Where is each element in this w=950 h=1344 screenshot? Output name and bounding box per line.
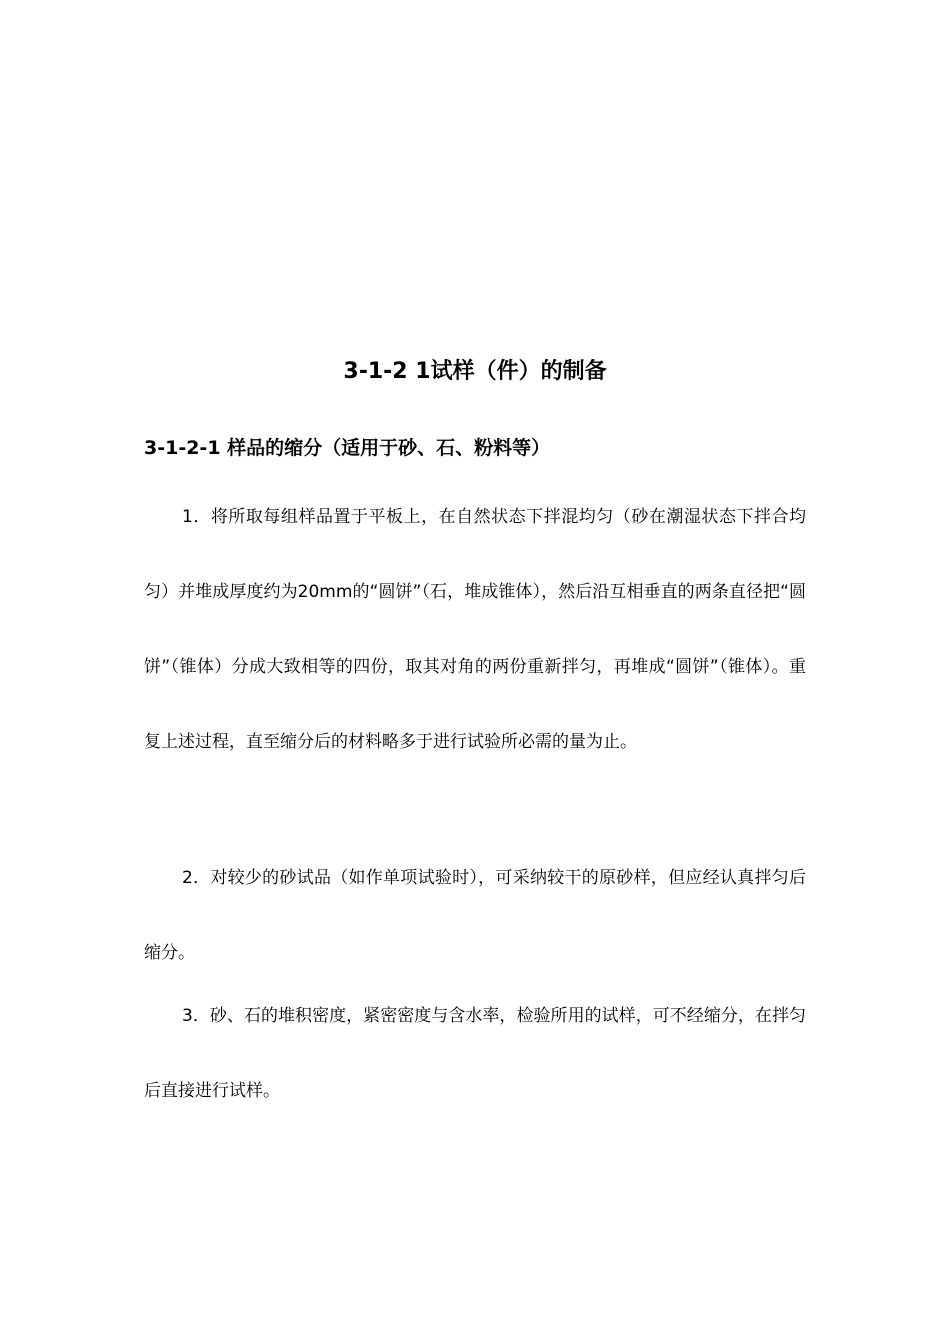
paragraph-1: 1．将所取每组样品置于平板上，在自然状态下拌混均匀（砂在潮湿状态下拌合均匀）并堆成厚度约为20mm的“圆饼”（石，堆成锥体），然后沿互相垂直的两条直径把“圆饼”（锥体）分成大致相等的四份，取其对角的两份重新拌匀，再堆成“圆饼”（锥体）。重复上述过程，直至缩分后的材料略多于进行试验所必需的量为止。 xyxy=(144,507,806,752)
section-heading: 3-1-2-1 样品的缩分（适用于砂、石、粉料等） xyxy=(144,437,551,459)
document-title: 3-1-2 1试样（件）的制备 xyxy=(343,359,607,384)
paragraph-3: 3．砂、石的堆积密度，紧密密度与含水率，检验所用的试样，可不经缩分，在拌匀后直接进行试样。 xyxy=(144,1006,806,1101)
paragraph-2: 2．对较少的砂试品（如作单项试验时），可采纳较干的原砂样，但应经认真拌匀后缩分。 xyxy=(144,868,806,963)
